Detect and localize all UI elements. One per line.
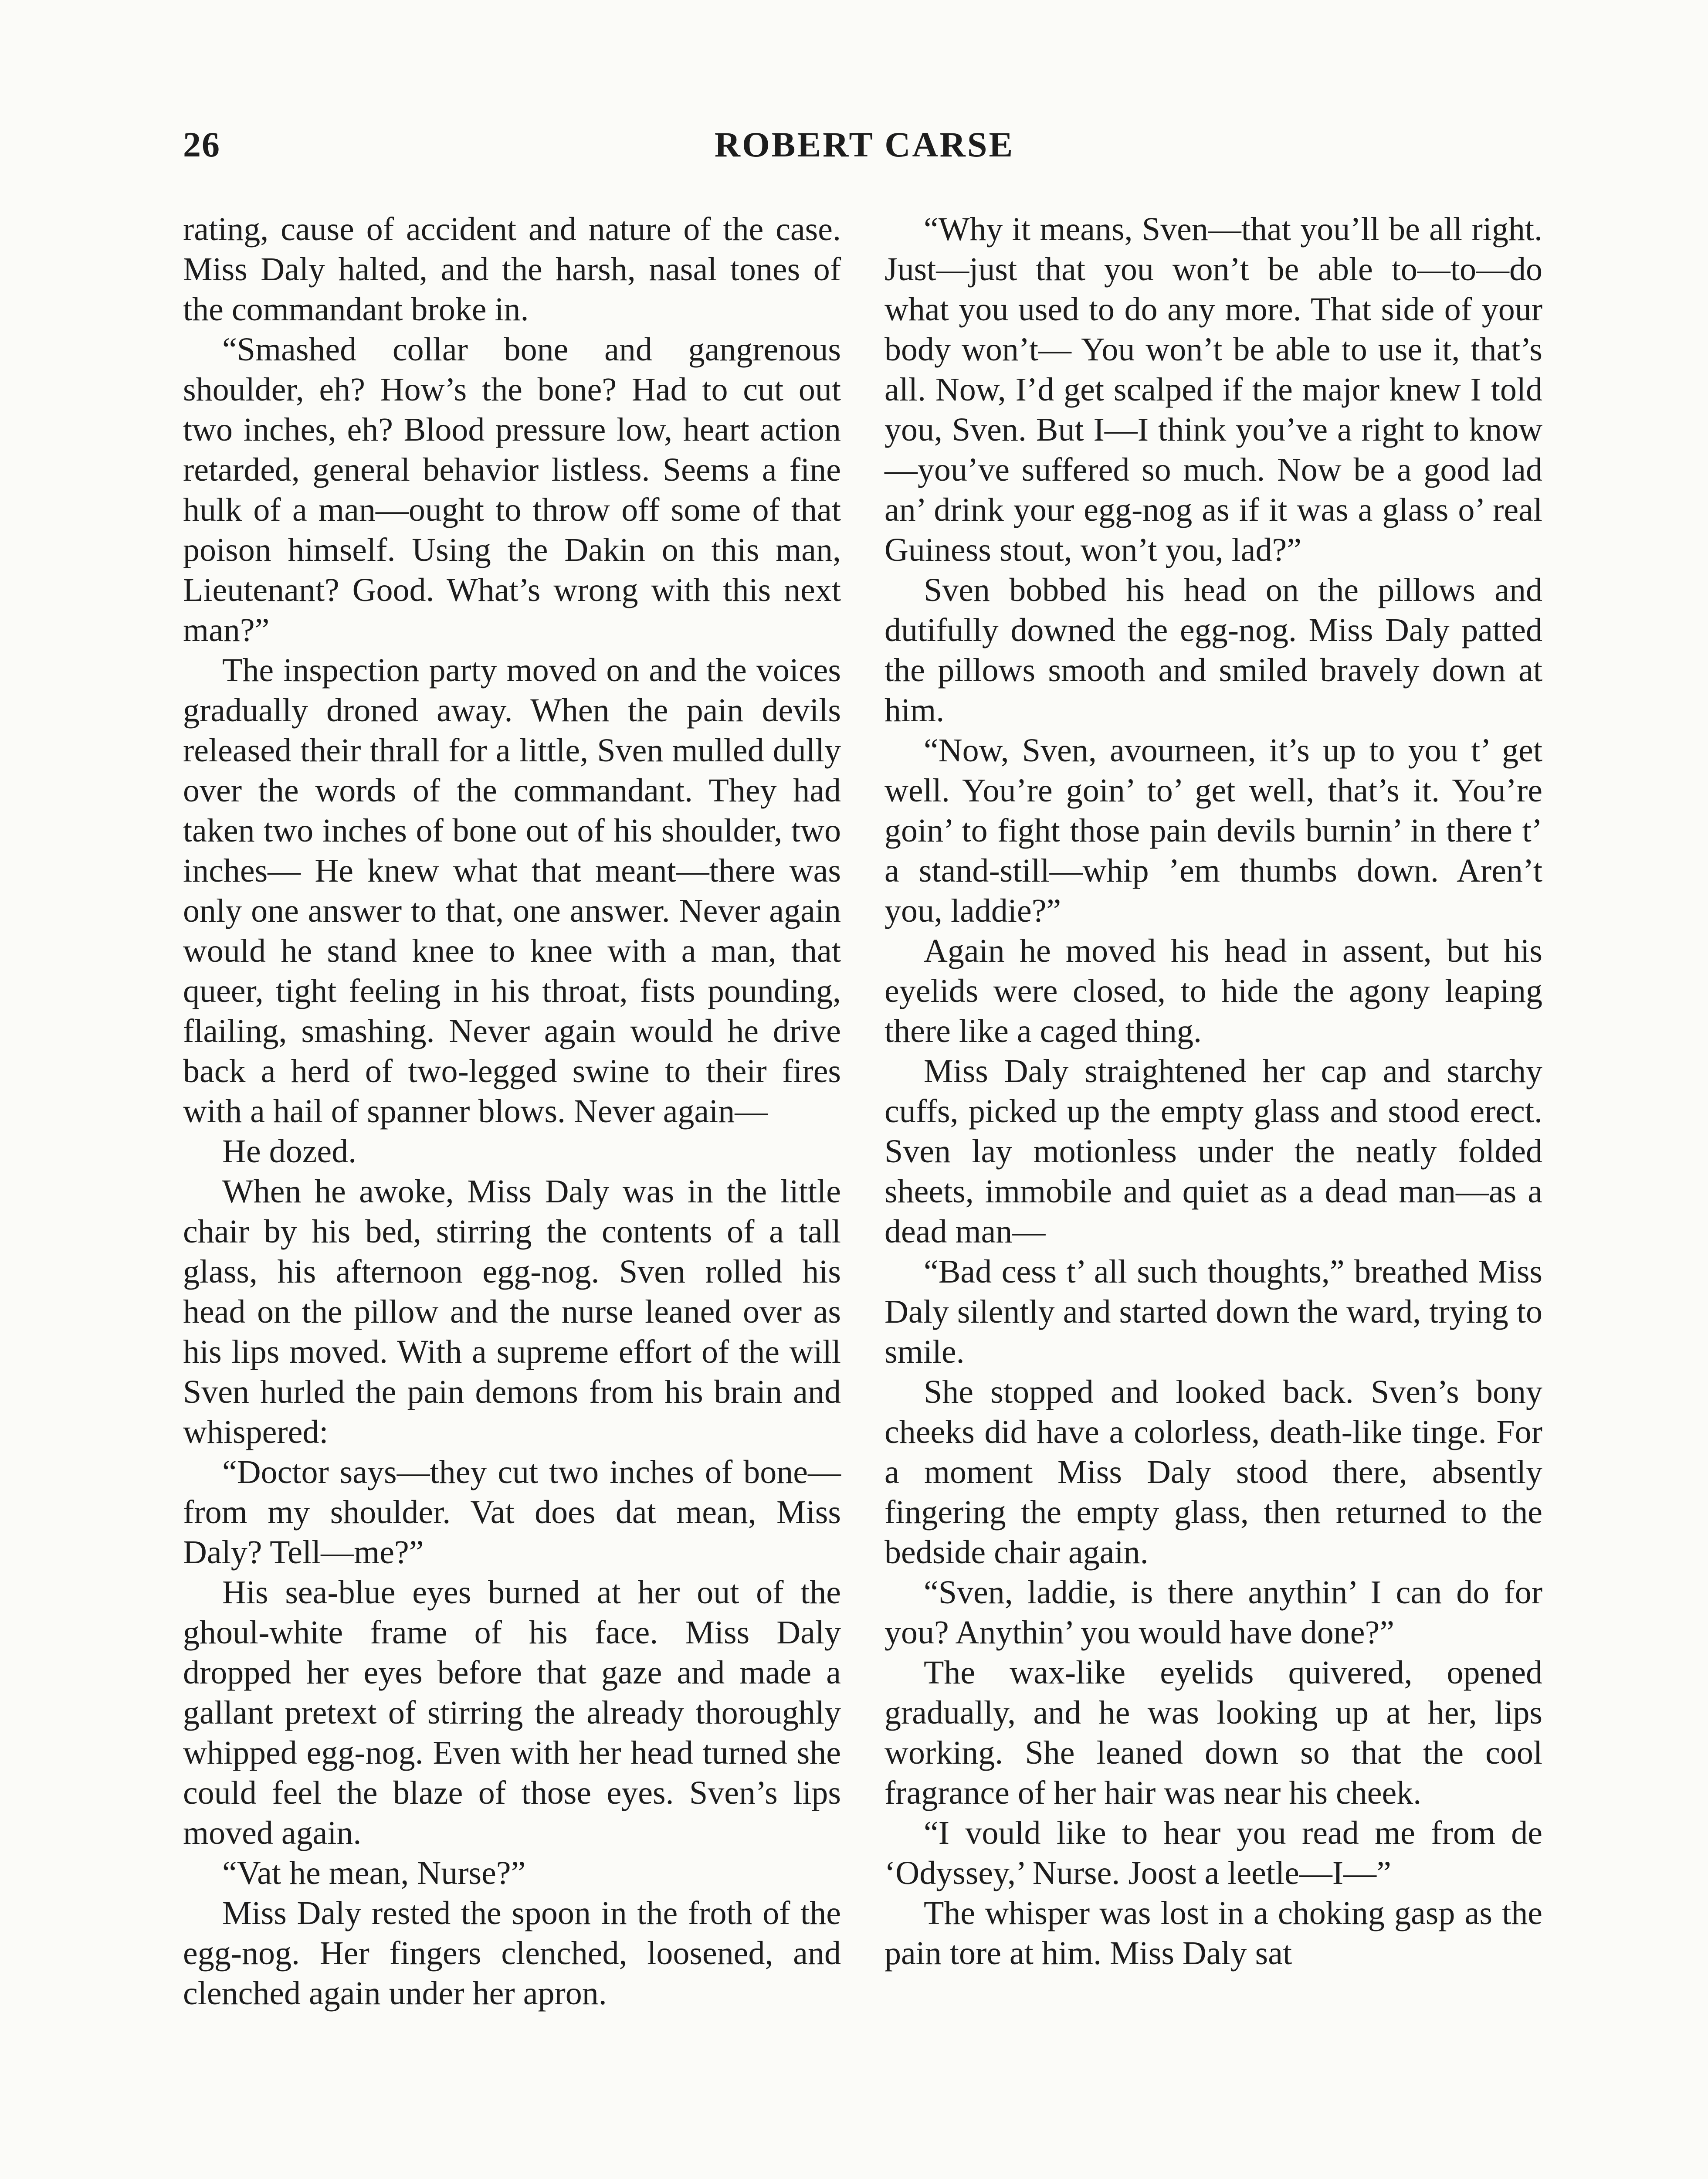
paragraph: The wax-like eyelids quivered, opened gradually, and he was looking up at her, lips working. She leaned down so that the cool fragrance of her hair was near his cheek. bbox=[884, 1654, 1542, 1811]
paragraph: The whisper was lost in a choking gasp as the pain tore at him. Miss Daly sat bbox=[884, 1895, 1542, 1972]
paragraph: Again he moved his head in assent, but his eyelids were closed, to hide the agony leaping there like a caged thing. bbox=[884, 933, 1542, 1049]
running-head: ROBERT CARSE bbox=[714, 125, 1015, 164]
page-header bbox=[183, 124, 1546, 172]
paragraph: His sea-blue eyes burned at her out of the ghoul-white frame of his face. Miss Daly dropped her eyes before that gaze and made a gallant pretext of stirring the already thoroughly whipped egg-nog. Even with her head turned she could feel the blaze of those eyes. Sven’s lips moved again. bbox=[183, 1574, 841, 1851]
right-column bbox=[884, 209, 1542, 1973]
paragraph: Miss Daly straightened her cap and starchy cuffs, picked up the empty glass and stood erect. Sven lay motionless under the neatly folded sheets, immobile and quiet as a dead man—as a dead man— bbox=[884, 1053, 1542, 1250]
page-number: 26 bbox=[183, 125, 220, 164]
paragraph: “Bad cess t’ all such thoughts,” breathed Miss Daly silently and started down the ward, trying to smile. bbox=[884, 1253, 1542, 1370]
paragraph: She stopped and looked back. Sven’s bony cheeks did have a colorless, death-like tinge. For a moment Miss Daly stood there, absently fingering the empty glass, then returned to the bedside chair again. bbox=[884, 1374, 1542, 1571]
paragraph: “Now, Sven, avourneen, it’s up to you t’ get well. You’re goin’ to’ get well, that’s it. You’re goin’ to fight those pain devils burnin’ in there t’ a stand-still—whip ’em thumbs down. Aren’t you, laddie?” bbox=[884, 732, 1542, 929]
paragraph: Miss Daly rested the spoon in the froth of the egg-nog. Her fingers clenched, loosened, and clenched again under her apron. bbox=[183, 1895, 841, 2012]
paragraph: “Why it means, Sven—that you’ll be all right. Just—just that you won’t be able to—to—do what you used to do any more. That side of your body won’t— You won’t be able to use it, that’s all. Now, I’d get scalped if the major knew I told you, Sven. But I—I think you’ve a right to know—you’ve suffered so much. Now be a good lad an’ drink your egg-nog as if it was a glass o’ real Guiness stout, won’t you, lad?” bbox=[884, 211, 1542, 568]
paragraph: He dozed. bbox=[222, 1133, 357, 1170]
paragraph: “Smashed collar bone and gangrenous shoulder, eh? How’s the bone? Had to cut out two inches, eh? Blood pressure low, heart action retarded, general behavior listless. Seems a fine hulk of a man—ought to throw off some of that poison himself. Using the Dakin on this man, Lieutenant? Good. What’s wrong with this next man?” bbox=[183, 331, 841, 648]
paragraph: Sven bobbed his head on the pillows and dutifully downed the egg-nog. Miss Daly patted the pillows smooth and smiled bravely down at him. bbox=[884, 572, 1542, 729]
paragraph: “Doctor says—they cut two inches of bone—from my shoulder. Vat does dat mean, Miss Daly? Tell—me?” bbox=[183, 1454, 841, 1571]
paragraph: When he awoke, Miss Daly was in the little chair by his bed, stirring the contents of a tall glass, his afternoon egg-nog. Sven rolled his head on the pillow and the nurse leaned over as his lips moved. With a supreme effort of the will Sven hurled the pain demons from his brain and whispered: bbox=[183, 1173, 841, 1450]
paragraph: “I vould like to hear you read me from de ‘Odyssey,’ Nurse. Joost a leetle—I—” bbox=[884, 1815, 1542, 1891]
paragraph: rating, cause of accident and nature of the case. Miss Daly halted, and the harsh, nasal tones of the commandant broke in. bbox=[183, 211, 841, 328]
left-column bbox=[183, 209, 841, 2013]
paragraph: The inspection party moved on and the voices gradually droned away. When the pain devils released their thrall for a little, Sven mulled dully over the words of the commandant. They had taken two inches of bone out of his shoulder, two inches— He knew what that meant—there was only one answer to that, one answer. Never again would he stand knee to knee with a man, that queer, tight feeling in his throat, fists pounding, flailing, smashing. Never again would he drive back a herd of two-legged swine to their fires with a hail of spanner blows. Never again— bbox=[183, 652, 841, 1130]
paragraph: “Sven, laddie, is there anythin’ I can do for you? Anythin’ you would have done?” bbox=[884, 1574, 1542, 1651]
paragraph: “Vat he mean, Nurse?” bbox=[222, 1855, 526, 1891]
